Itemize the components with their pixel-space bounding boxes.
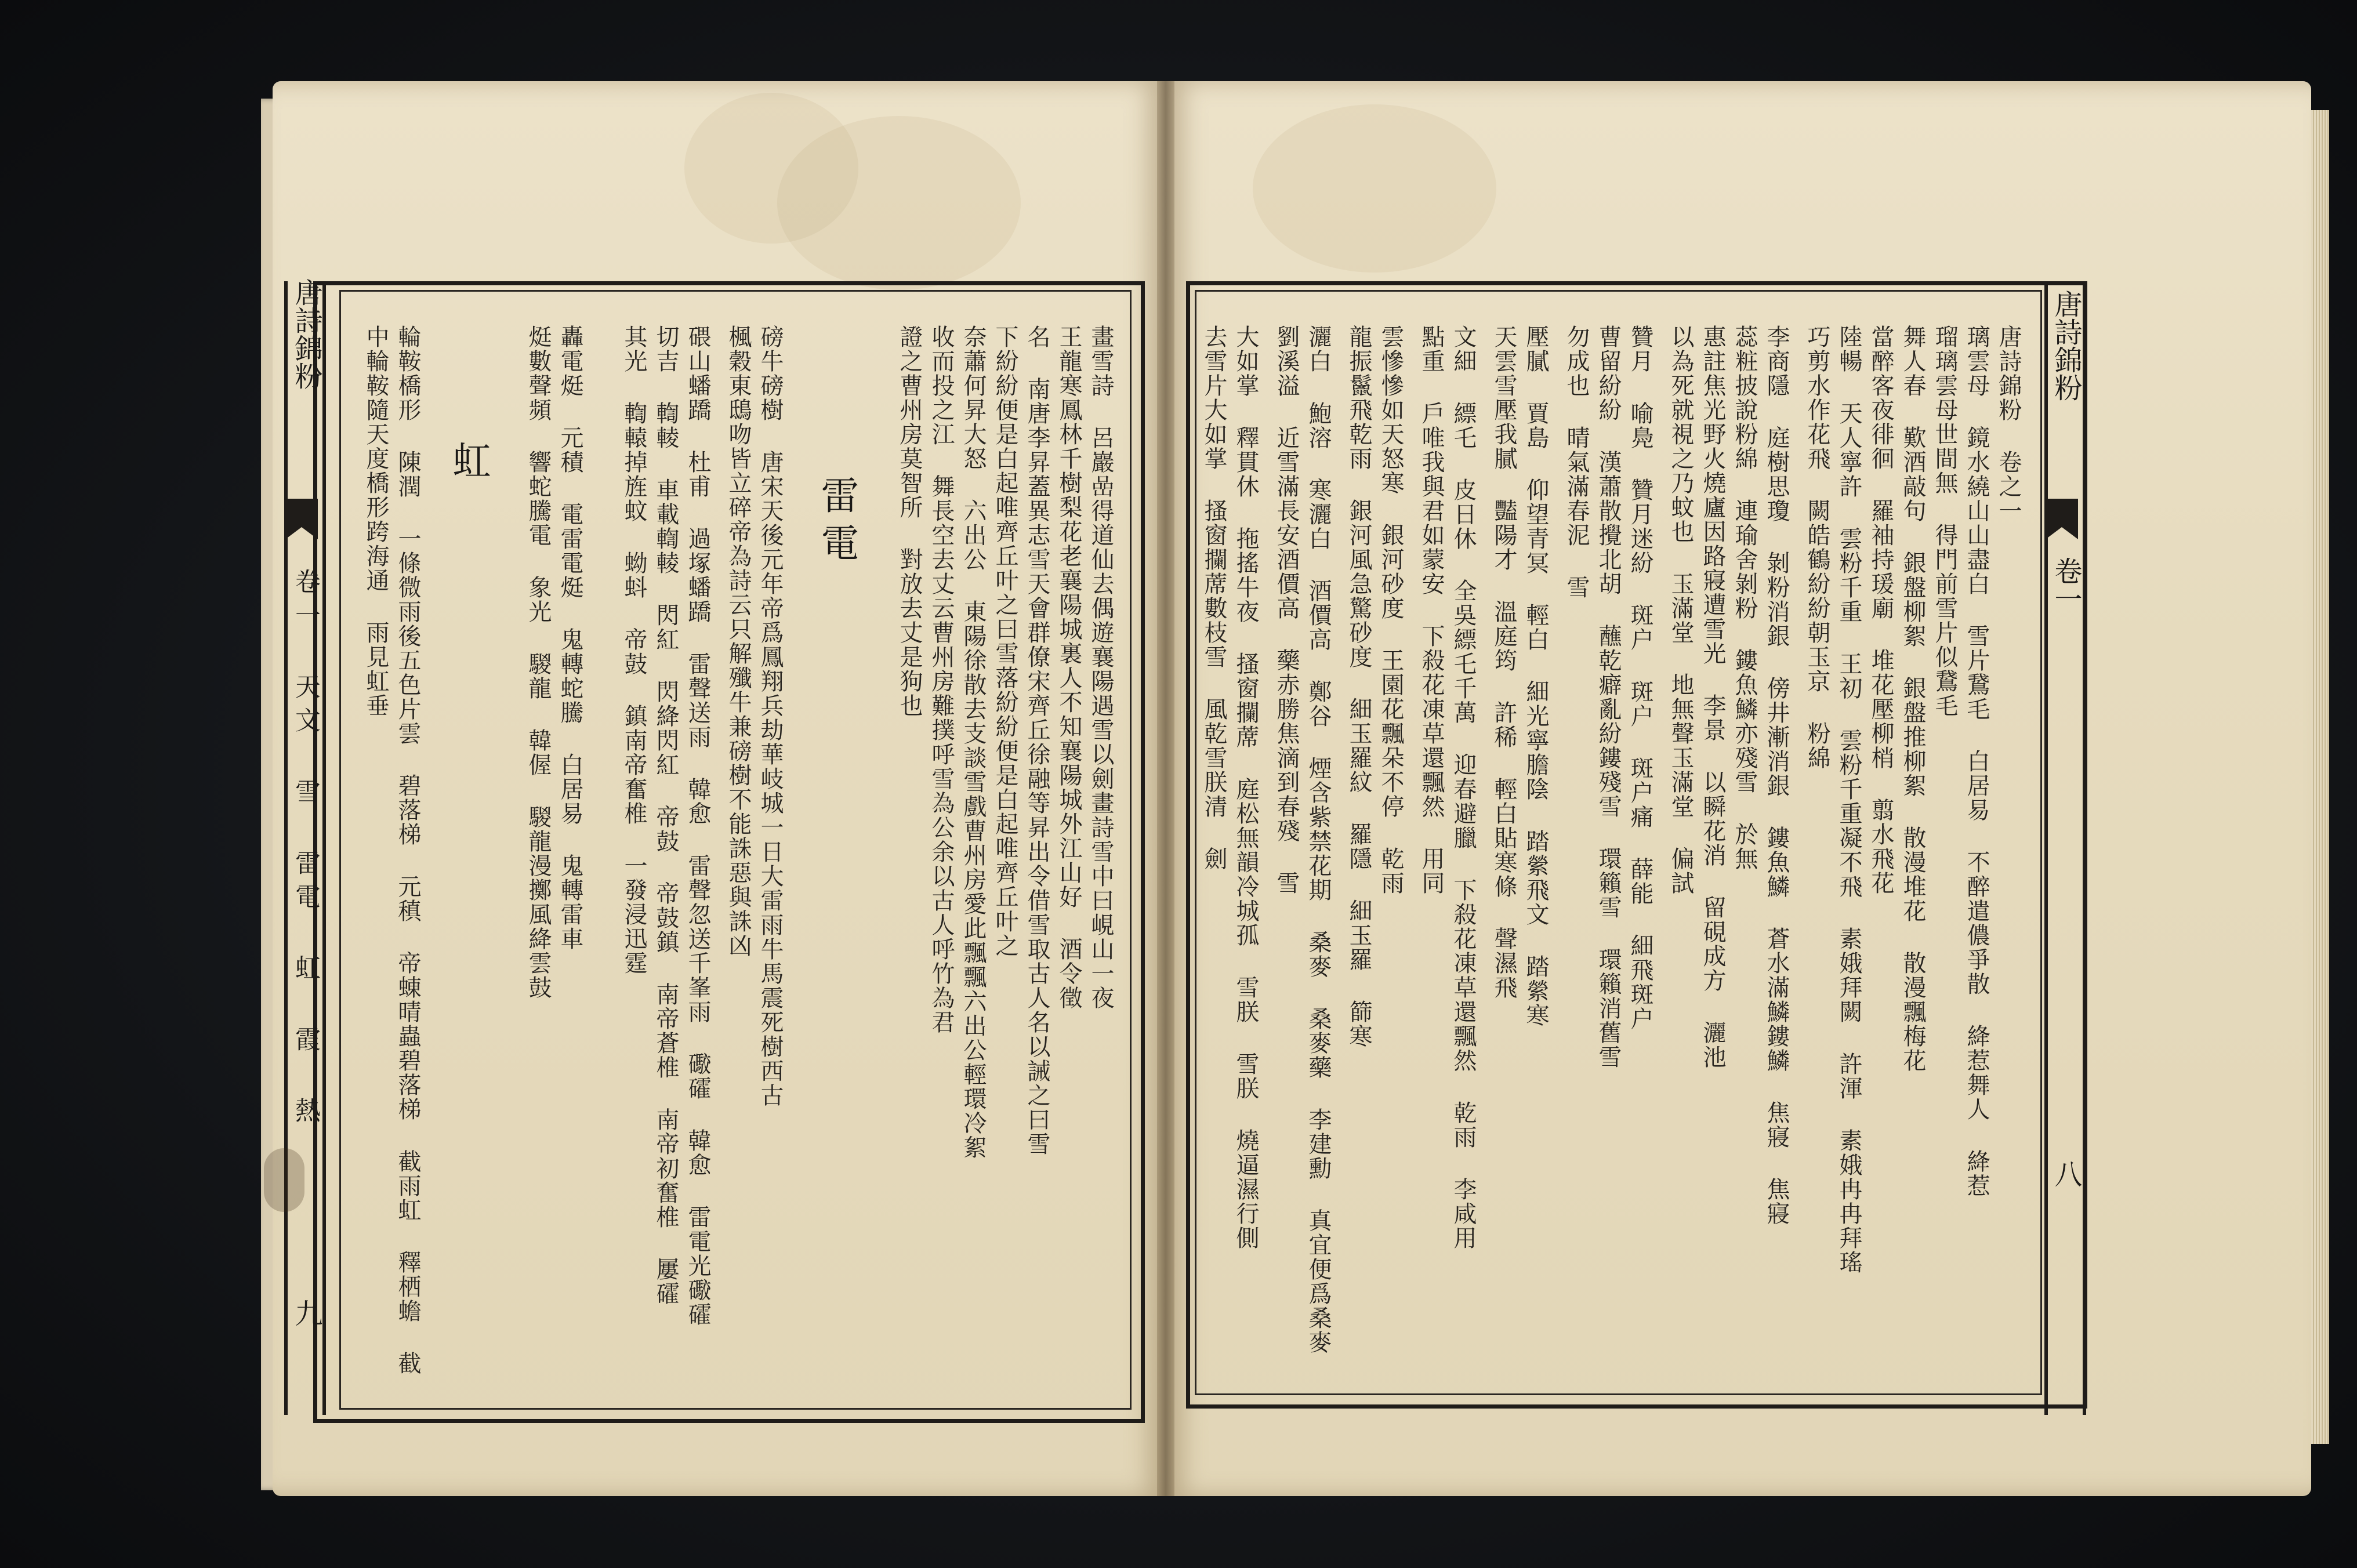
left-col-14: 烶數聲頻 響蛇騰電 象光 騣龍 韓偓 騣龍漫擲風絳雲鼓 <box>525 325 552 1000</box>
left-col-1: 畫雪詩 呂巖嵒得道仙去偶遊襄陽遇雪以劍畫詩雪中曰峴山一夜 <box>1087 325 1114 1010</box>
right-page-number: 八 <box>2050 1160 2082 1188</box>
page-edge-mark <box>264 1148 304 1212</box>
right-col-1: 唐詩錦粉 卷之一 <box>1995 325 2022 523</box>
right-col-23: 大如掌 釋貫休 拖搖牛夜 搔窗攔蓆 庭松無韻冷城孤 雪朕 雪朕 燒逼濕行側 <box>1232 325 1259 1250</box>
right-col-2: 璃雲母 鏡水繞山山盡白 雪片鵞毛 白居易 不醉遣儂爭散 絳惹舞人 絳惹 <box>1963 325 1990 1198</box>
left-col-11: 切吉 輷輘 車載輷輘 閃紅 閃絳閃紅 帝鼓 帝鼓鎮 南帝蒼椎 南帝初奮椎 屢礭 <box>652 325 679 1306</box>
right-col-14: 勿成也 晴氣滿春泥 雪 <box>1563 325 1590 600</box>
right-col-17: 文細 縹乇 皮日休 全吳縹乇千萬 迎春避臘 下殺花凍草還飄然 乾雨 李咸用 <box>1450 325 1477 1250</box>
right-col-24: 去雪片大如掌 搔窗攔蓆數枝雪 風乾雪朕清 劍 <box>1201 325 1227 871</box>
section-heading-rainbow: 虹 <box>446 441 491 488</box>
right-col-15: 壓膩 賈島 仰望青冥 輕白 細光寧膽陰 踏縈飛文 踏縈寒 <box>1522 325 1549 1028</box>
left-col-6: 收而投之江 舞長空去丈云曹州房難撲呼雪為公余以古人呼竹為君 <box>928 325 955 1035</box>
right-col-3: 瑠璃雲母世間無 得門前雪片似鵞毛 <box>1931 325 1958 718</box>
left-col-4: 下紛紛便是白起唯齊丘叶之曰雪落紛紛便是白起唯齊丘叶之 <box>992 325 1018 958</box>
left-col-9: 楓穀東鴟吻皆立碎帝為詩云只解殲牛兼磅樹不能誅惡與誅凶 <box>725 325 752 958</box>
right-col-7: 巧剪水作花飛 闕皓鶴紛紛朝玉京 粉綿 <box>1804 325 1830 770</box>
right-col-21: 灑白 鮑溶 寒灑白 酒價高 鄭谷 煙含紫禁花期 桑麥 桑麥藥 李建勳 真宜便爲桑麥 <box>1305 325 1332 1355</box>
right-col-10: 惠註焦光野火燒廬因路寢遭雪光 李景 以瞬花消 留硯成方 灑池 <box>1699 325 1726 1069</box>
right-col-6: 陸暢 天人寧許 雲粉千重 王初 雲粉千重凝不飛 素娥拜闕 許渾 素娥冉冉拜瑤 <box>1836 325 1862 1275</box>
right-col-9: 蕊粧披說粉綿 連瑜舍剝粉 鏤魚鱗亦殘雪 於無 <box>1731 325 1758 871</box>
right-col-4: 舞人春 歎酒敲句 銀盤柳絮 銀盤推柳絮 散漫堆花 散漫飄梅花 <box>1899 325 1926 1073</box>
right-col-18: 點重 戶唯我與君如蒙安 下殺花凍草還飄然 用同 <box>1418 325 1445 895</box>
right-col-11: 以為死就視之乃蚊也 玉滿堂 地無聲玉滿堂 偏試 <box>1667 325 1694 895</box>
left-col-2: 王龍寒鳳林千樹梨花老襄陽城裏人不知襄陽城外江山好 酒令徵 <box>1056 325 1082 1010</box>
left-col-12: 其光 輷轅掉旌蚊 蚴蚪 帝鼓 鎮南帝奮椎 一發浸迅霆 <box>621 325 647 975</box>
right-col-5: 當醉客夜徘徊 羅袖持瑗廟 堆花壓柳梢 翦水飛花 <box>1868 325 1894 895</box>
right-col-20: 龍振鬣飛乾雨 銀河風急驚砂度 細玉羅紋 羅隱 細玉羅 篩寒 <box>1346 325 1372 1048</box>
right-col-19: 雲慘慘如天怒寒 銀河砂度 王園花飄朵不停 乾雨 <box>1377 325 1404 895</box>
left-col-5: 奈蕭何昇大怒 六出公 東陽徐散去支談雪戲曹州房愛此飄飄六出公輕環冷絮 <box>960 325 987 1160</box>
left-margin-title: 唐詩錦粉 <box>290 278 322 390</box>
paper-stain <box>777 116 1021 290</box>
left-col-16: 中輪鞍隨天度橋形跨海通 雨見虹垂 <box>362 325 389 718</box>
left-col-10: 碨山蟠蹻 杜甫 過塚蟠蹻 雷聲送雨 韓愈 雷聲忽送千峯雨 礮礭 韓愈 雷電光礮礭 <box>684 325 711 1327</box>
left-col-8: 磅牛磅樹 唐宋天後元年帝爲鳳翔兵劫華岐城一日大雷雨牛馬震死樹西古 <box>757 325 784 1108</box>
right-margin-title: 唐詩錦粉 <box>2050 290 2082 401</box>
book-gutter <box>1157 81 1174 1496</box>
right-col-8: 李商隱 庭樹思瓊 剝粉消銀 傍井漸消銀 鏤魚鱗 蒼水滿鱗鏤鱗 焦寢 焦寢 <box>1763 325 1790 1226</box>
right-fold-label: 卷一 <box>2050 557 2082 612</box>
left-fold-label: 卷一 天文 雪 雷電 虹 霞 熱 <box>291 568 320 1131</box>
left-col-7: 證之曹州房莫智所 對放去丈是狗也 <box>896 325 923 718</box>
right-col-12: 贊月 喻鳧 贊月迷紛 斑户 斑户 斑户痛 薛能 細飛斑户 <box>1627 325 1653 1031</box>
right-fold-strip <box>2044 281 2086 1415</box>
left-col-3: 名 南唐李昇蓋異志雪天會群僚宋齊丘徐融等昇出令借雪取古人名以誡之曰雪 <box>1024 325 1050 1156</box>
left-col-13: 轟電烶 元積 電雷電烶 鬼轉蛇騰 白居易 鬼轉雷車 <box>557 325 583 951</box>
left-col-15: 輪鞍橋形 陳潤 一條微雨後五色片雲 碧落梯 元稹 帝蝀晴蟲碧落梯 截雨虹 釋栖蟾 截 <box>394 325 421 1375</box>
section-heading-thunder: 雷電 <box>814 476 859 571</box>
left-page-number: 九 <box>290 1299 322 1327</box>
right-col-13: 曹留紛紛 漢蕭散攪北胡 蘸乾癖亂紛鏤殘雪 環籟雪 環籟消舊雪 <box>1595 325 1622 1069</box>
right-col-22: 劉溪溢 近雪滿長安酒價高 藥赤勝焦滴到春殘 雪 <box>1273 325 1300 895</box>
paper-stain <box>1253 104 1496 273</box>
right-col-16: 天雲雪壓我膩 豔陽才 溫庭筠 許稀 輕白貼寒條 聲濕飛 <box>1491 325 1517 1000</box>
